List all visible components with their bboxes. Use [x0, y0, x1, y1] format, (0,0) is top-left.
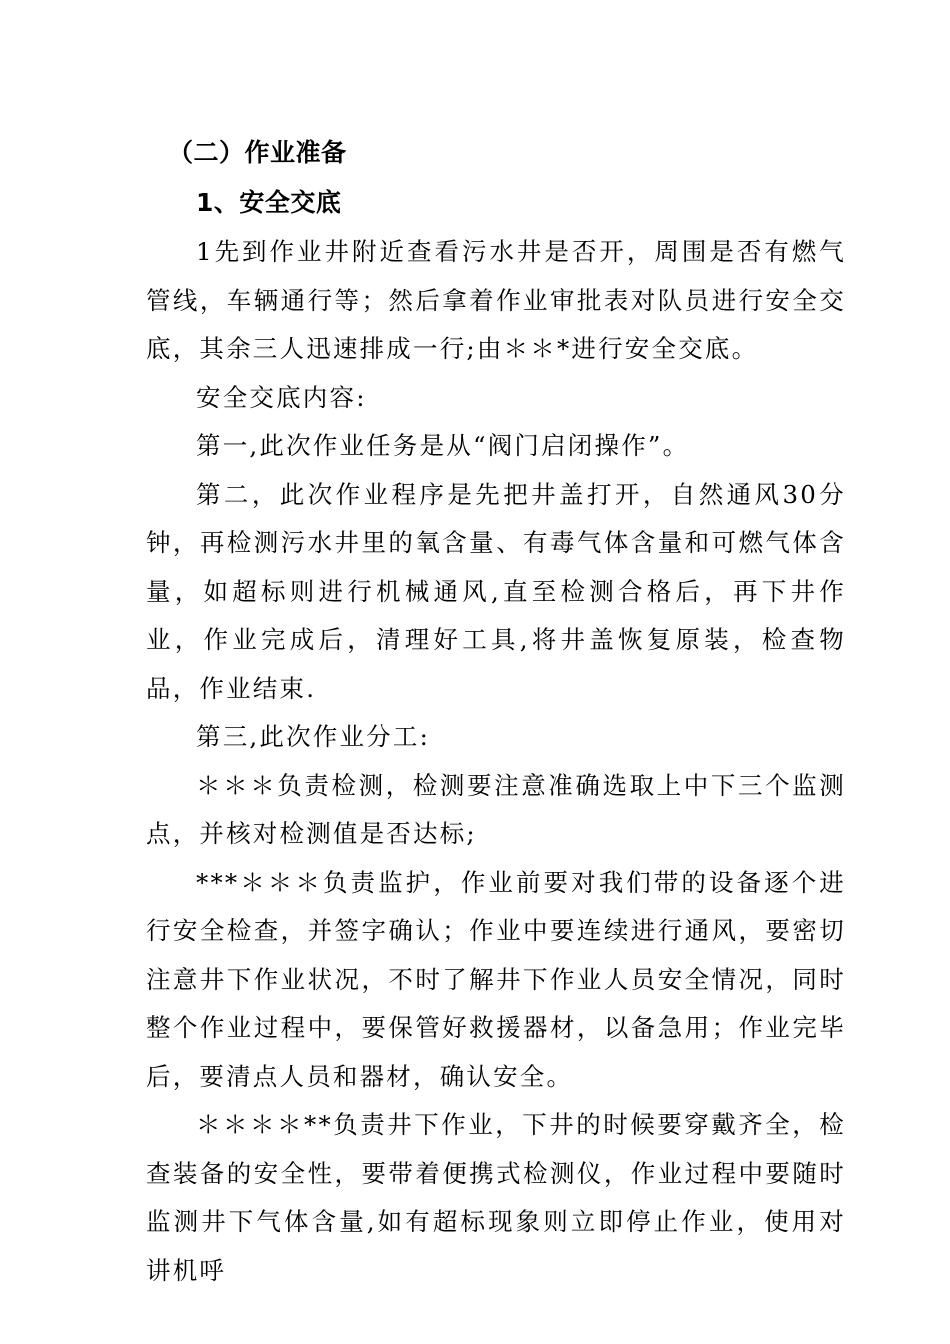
- subsection-heading: 1、安全交底: [196, 188, 342, 217]
- paragraph-third: 第三,此次作业分工:: [196, 722, 431, 751]
- paragraph-detection-role: ＊＊＊负责检测，检测要注意准确选取上中下三个监测点，并核对检测值是否达标;: [146, 770, 846, 848]
- section-heading: （二）作业准备: [168, 138, 347, 167]
- document-body: [146, 128, 846, 1295]
- paragraph-inspection: 1先到作业井附近查看污水井是否开，周围是否有燃气管线，车辆通行等；然后拿着作业审批表对队员进行安全交底，其余三人迅速排成一行;由＊＊*进行安全交底。: [146, 237, 846, 363]
- paragraph-underground-role: ＊＊＊＊**负责井下作业，下井的时候要穿戴齐全，检查装备的安全性，要带着便携式检测仪，作业过程中要随时监测井下气体含量,如有超标现象则立即停止作业，使用对讲机呼: [146, 1110, 846, 1285]
- paragraph-monitor-role: ***＊＊＊负责监护，作业前要对我们带的设备逐个进行安全检查，并签字确认；作业中要连续进行通风，要密切注意井下作业状况，不时了解井下作业人员安全情况，同时整个作业过程中，要保管好救援器材，以备急用；作业完毕后，要清点人员和器材，确认安全。: [146, 867, 846, 1091]
- paragraph-first: 第一,此次作业任务是从“阀门启闭操作”。: [196, 431, 690, 460]
- paragraph-second: 第二，此次作业程序是先把井盖打开，自然通风30分钟，再检测污水井里的氧含量、有毒气体含量和可燃气体含量，如超标则进行机械通风,直至检测合格后，再下井作业，作业完成后，清理好工具,将井盖恢复原装，检查物品，作业结束.: [146, 479, 846, 703]
- paragraph-briefing-title: 安全交底内容:: [196, 382, 367, 412]
